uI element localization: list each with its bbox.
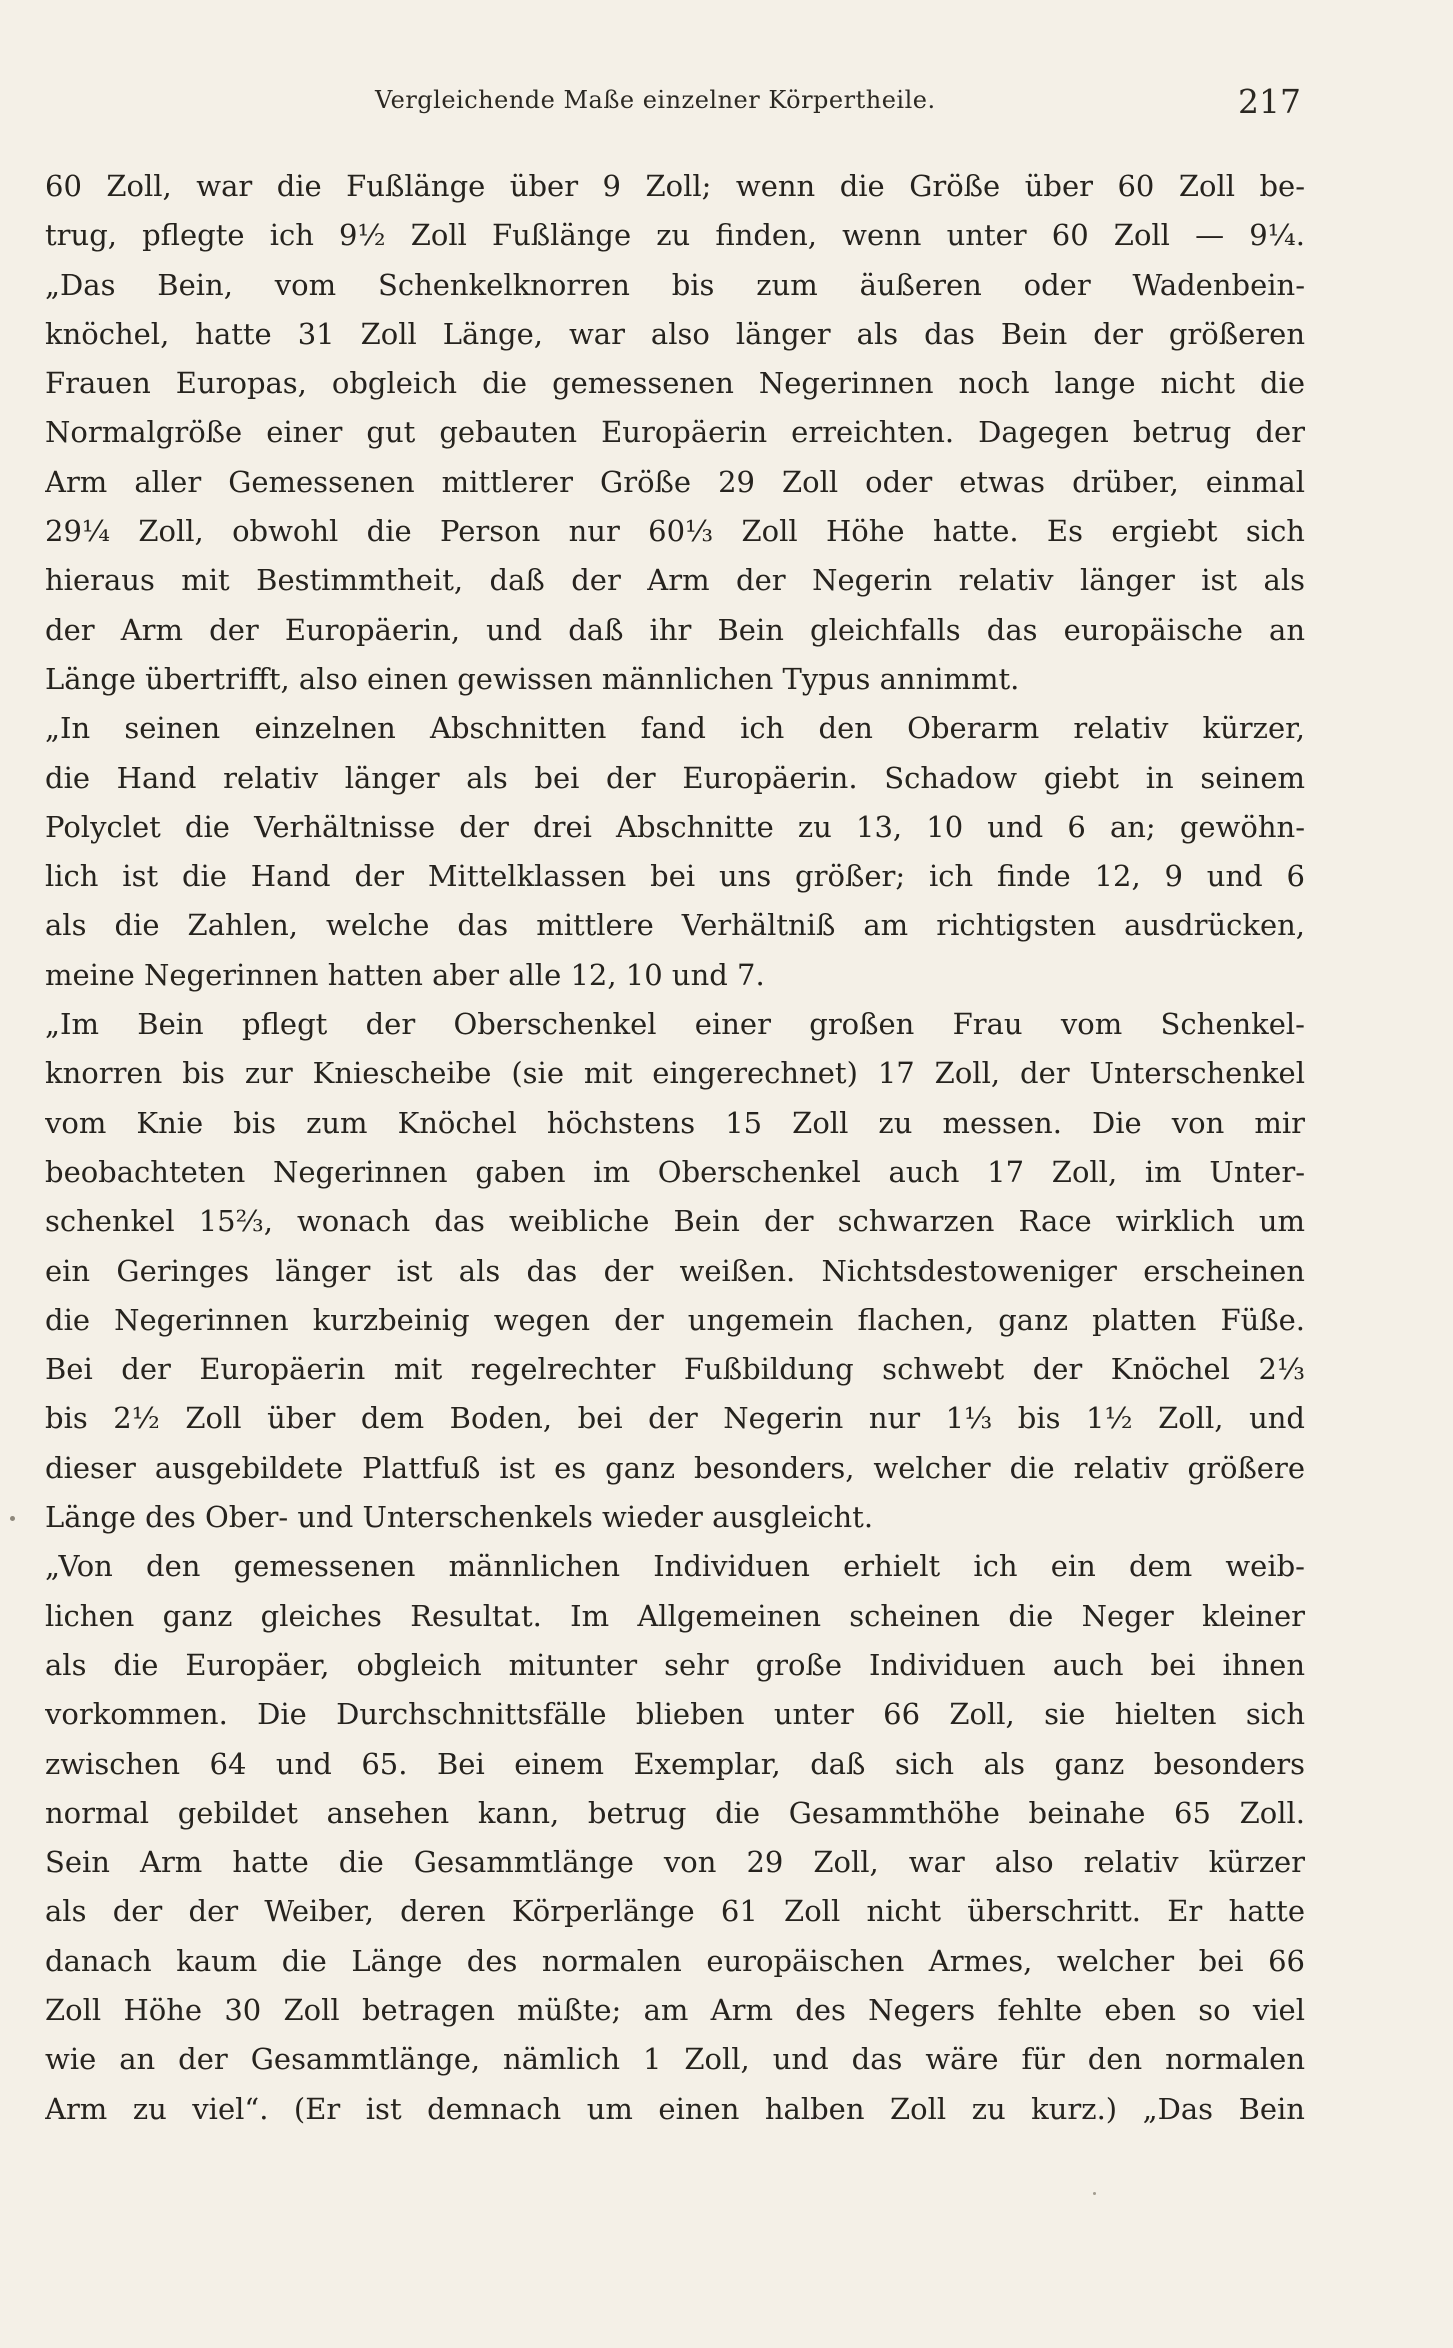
text-line: „In seinen einzelnen Abschnitten fand ich den Oberarm relativ kürzer, [45, 711, 1305, 746]
text-line: „Das Bein, vom Schenkelknorren bis zum äußeren oder Wadenbein- [45, 267, 1305, 302]
text-line: ein Geringes länger ist als das der weißen. Nichtsdestoweniger erscheinen [45, 1253, 1305, 1288]
text-line: knöchel, hatte 31 Zoll Länge, war also länger als das Bein der größeren [45, 316, 1305, 351]
text-line: bis 2½ Zoll über dem Boden, bei der Negerin nur 1⅓ bis 1½ Zoll, und [45, 1401, 1305, 1436]
page-number: 217 [1238, 82, 1301, 121]
text-line: zwischen 64 und 65. Bei einem Exemplar, daß sich als ganz besonders [45, 1746, 1305, 1781]
text-line: schenkel 15⅔, wonach das weibliche Bein der schwarzen Race wirklich um [45, 1204, 1305, 1239]
text-line: Bei der Europäerin mit regelrechter Fußbildung schwebt der Knöchel 2⅓ [45, 1352, 1305, 1387]
text-line: die Negerinnen kurzbeinig wegen der ungemein flachen, ganz platten Füße. [45, 1302, 1305, 1337]
text-line: Sein Arm hatte die Gesammtlänge von 29 Zoll, war also relativ kürzer [45, 1845, 1305, 1880]
text-line: die Hand relativ länger als bei der Europäerin. Schadow giebt in seinem [45, 760, 1305, 795]
text-line: lich ist die Hand der Mittelklassen bei uns größer; ich finde 12, 9 und 6 [45, 859, 1305, 894]
text-line: danach kaum die Länge des normalen europäischen Armes, welcher bei 66 [45, 1943, 1305, 1978]
print-speck [10, 1516, 15, 1521]
text-line: Länge des Ober- und Unterschenkels wieder ausgleicht. [45, 1500, 874, 1535]
text-line: dieser ausgebildete Plattfuß ist es ganz besonders, welcher die relativ größere [45, 1450, 1305, 1485]
text-line: Normalgröße einer gut gebauten Europäerin erreichten. Dagegen betrug der [45, 415, 1305, 450]
text-line: Zoll Höhe 30 Zoll betragen müßte; am Arm des Negers fehlte eben so viel [45, 1992, 1305, 2027]
text-line: knorren bis zur Kniescheibe (sie mit eingerechnet) 17 Zoll, der Unterschenkel [45, 1056, 1305, 1091]
text-line: als der der Weiber, deren Körperlänge 61 Zoll nicht überschritt. Er hatte [45, 1894, 1305, 1929]
text-line: 60 Zoll, war die Fußlänge über 9 Zoll; wenn die Größe über 60 Zoll be- [45, 169, 1305, 203]
text-line: als die Zahlen, welche das mittlere Verhältniß am richtigsten ausdrücken, [45, 908, 1305, 943]
text-line: „Von den gemessenen männlichen Individuen erhielt ich ein dem weib- [45, 1549, 1305, 1584]
text-line: Frauen Europas, obgleich die gemessenen Negerinnen noch lange nicht die [45, 366, 1305, 401]
text-line: als die Europäer, obgleich mitunter sehr große Individuen auch bei ihnen [45, 1647, 1305, 1682]
text-line: wie an der Gesammtlänge, nämlich 1 Zoll, und das wäre für den normalen [45, 2042, 1305, 2077]
text-line: Länge übertrifft, also einen gewissen männlichen Typus annimmt. [45, 661, 1020, 696]
text-line: vom Knie bis zum Knöchel höchstens 15 Zoll zu messen. Die von mir [45, 1105, 1305, 1140]
text-line: hieraus mit Bestimmtheit, daß der Arm der Negerin relativ länger ist als [45, 563, 1305, 598]
text-line: „Im Bein pflegt der Oberschenkel einer großen Frau vom Schenkel- [45, 1007, 1305, 1042]
text-line: Arm zu viel“. (Er ist demnach um einen halben Zoll zu kurz.) „Das Bein [45, 2091, 1305, 2126]
running-head: Vergleichende Maße einzelner Körpertheile. [375, 86, 936, 114]
print-speck [1093, 2192, 1096, 2195]
text-line: meine Negerinnen hatten aber alle 12, 10 und 7. [45, 957, 765, 992]
text-line: 29¼ Zoll, obwohl die Person nur 60⅓ Zoll Höhe hatte. Es ergiebt sich [45, 514, 1305, 549]
text-line: vorkommen. Die Durchschnittsfälle blieben unter 66 Zoll, sie hielten sich [45, 1697, 1305, 1732]
text-line: trug, pflegte ich 9½ Zoll Fußlänge zu finden, wenn unter 60 Zoll — 9¼. [45, 218, 1305, 253]
text-line: der Arm der Europäerin, und daß ihr Bein gleichfalls das europäische an [45, 612, 1305, 647]
text-line: Arm aller Gemessenen mittlerer Größe 29 Zoll oder etwas drüber, einmal [45, 464, 1305, 499]
text-line: normal gebildet ansehen kann, betrug die Gesammthöhe beinahe 65 Zoll. [45, 1795, 1305, 1830]
body-text [45, 162, 1305, 2134]
text-line: beobachteten Negerinnen gaben im Oberschenkel auch 17 Zoll, im Unter- [45, 1154, 1305, 1189]
page-header [45, 84, 1305, 124]
text-line: Polyclet die Verhältnisse der drei Abschnitte zu 13, 10 und 6 an; gewöhn- [45, 809, 1305, 844]
text-line: lichen ganz gleiches Resultat. Im Allgemeinen scheinen die Neger kleiner [45, 1598, 1305, 1633]
